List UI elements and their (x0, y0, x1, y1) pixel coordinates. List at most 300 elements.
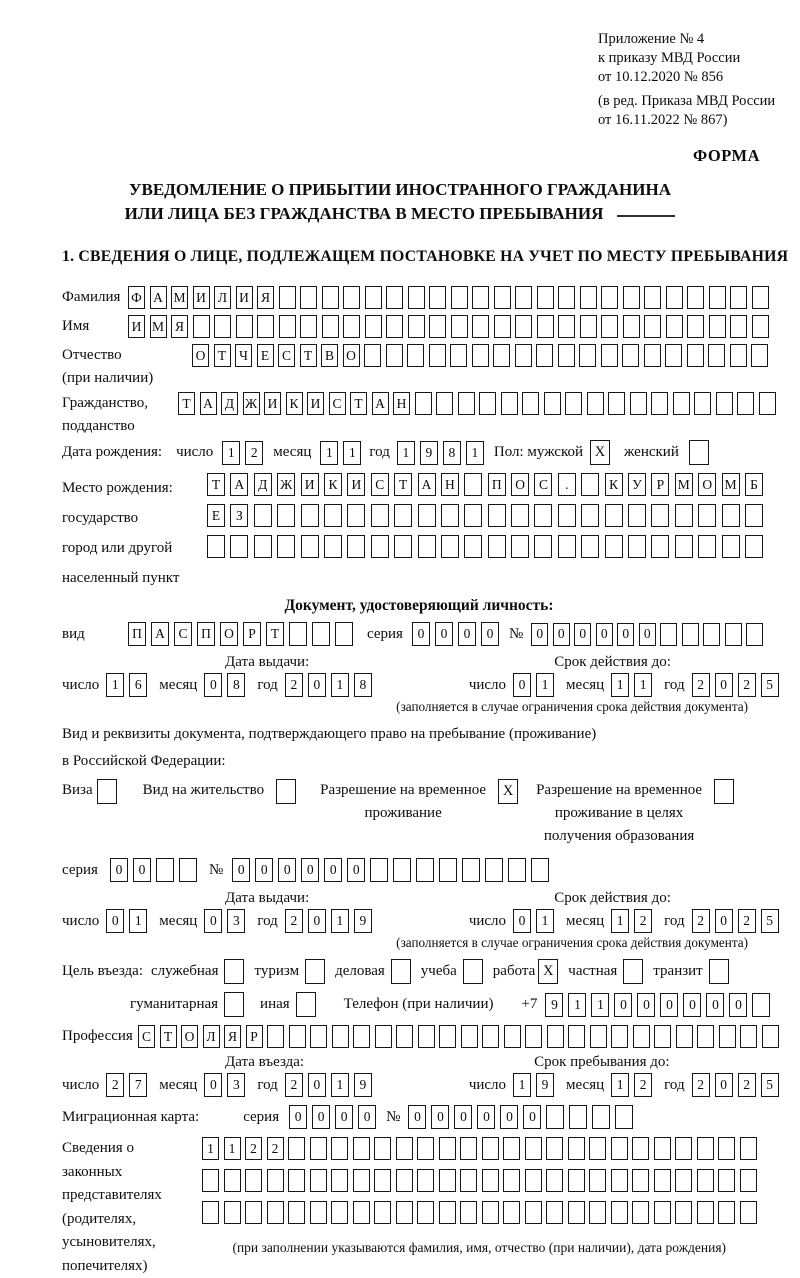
char-box[interactable]: 0 (513, 909, 531, 933)
char-box[interactable] (331, 1169, 348, 1192)
char-box[interactable]: 0 (596, 623, 613, 646)
char-box[interactable] (375, 1025, 392, 1048)
char-box[interactable]: 1 (129, 909, 147, 933)
char-box[interactable] (698, 535, 716, 558)
char-box[interactable] (504, 1025, 521, 1048)
char-box[interactable] (482, 1201, 499, 1224)
char-box[interactable] (534, 504, 552, 527)
char-box[interactable] (301, 504, 319, 527)
char-box[interactable] (464, 504, 482, 527)
char-box[interactable]: 0 (358, 1105, 376, 1129)
char-box[interactable] (300, 315, 317, 338)
char-box[interactable]: П (128, 622, 146, 646)
char-box[interactable]: О (511, 473, 529, 496)
char-box[interactable] (531, 858, 549, 882)
char-box[interactable] (718, 1201, 735, 1224)
char-box[interactable]: 5 (761, 1073, 779, 1097)
char-box[interactable]: 0 (477, 1105, 495, 1129)
char-box[interactable]: Т (214, 344, 231, 367)
char-box[interactable] (673, 392, 690, 415)
char-box[interactable]: 1 (536, 673, 554, 697)
char-box[interactable]: Е (257, 344, 274, 367)
char-box[interactable]: Я (171, 315, 188, 338)
char-box[interactable] (417, 1169, 434, 1192)
char-box[interactable] (493, 344, 510, 367)
char-box[interactable] (660, 623, 677, 646)
checkbox-box[interactable]: X (498, 779, 518, 804)
char-box[interactable]: 2 (245, 441, 263, 465)
char-box[interactable]: О (181, 1025, 198, 1048)
char-box[interactable] (558, 344, 575, 367)
char-box[interactable] (485, 858, 503, 882)
char-box[interactable] (581, 473, 599, 496)
char-box[interactable] (697, 1025, 714, 1048)
char-box[interactable]: С (534, 473, 552, 496)
char-box[interactable]: 0 (431, 1105, 449, 1129)
char-box[interactable] (630, 392, 647, 415)
char-box[interactable] (451, 315, 468, 338)
char-box[interactable] (439, 1137, 456, 1160)
char-box[interactable] (415, 392, 432, 415)
char-box[interactable] (611, 1137, 628, 1160)
char-box[interactable] (289, 1025, 306, 1048)
char-box[interactable] (654, 1201, 671, 1224)
char-box[interactable]: 2 (285, 1073, 303, 1097)
char-box[interactable]: 2 (106, 1073, 124, 1097)
char-box[interactable]: 2 (267, 1137, 284, 1160)
char-box[interactable]: 1 (343, 441, 361, 465)
char-box[interactable] (257, 315, 274, 338)
char-box[interactable] (698, 504, 716, 527)
char-box[interactable] (300, 286, 317, 309)
char-box[interactable] (605, 504, 623, 527)
char-box[interactable] (565, 392, 582, 415)
char-box[interactable] (569, 1105, 587, 1129)
char-box[interactable] (558, 535, 576, 558)
char-box[interactable] (288, 1169, 305, 1192)
char-box[interactable]: 9 (354, 909, 372, 933)
char-box[interactable]: 0 (639, 623, 656, 646)
char-box[interactable] (488, 535, 506, 558)
char-box[interactable] (214, 315, 231, 338)
char-box[interactable] (589, 1201, 606, 1224)
char-box[interactable] (371, 535, 389, 558)
char-box[interactable]: 1 (513, 1073, 531, 1097)
char-box[interactable]: М (722, 473, 740, 496)
char-box[interactable] (322, 315, 339, 338)
char-box[interactable] (347, 504, 365, 527)
char-box[interactable] (343, 315, 360, 338)
char-box[interactable]: 0 (312, 1105, 330, 1129)
char-box[interactable] (740, 1169, 757, 1192)
char-box[interactable]: У (628, 473, 646, 496)
char-box[interactable]: 5 (761, 673, 779, 697)
char-box[interactable]: А (150, 286, 167, 309)
char-box[interactable]: 3 (227, 1073, 245, 1097)
char-box[interactable]: 1 (224, 1137, 241, 1160)
char-box[interactable] (374, 1137, 391, 1160)
char-box[interactable]: 8 (443, 441, 461, 465)
char-box[interactable]: 1 (106, 673, 124, 697)
char-box[interactable] (675, 1137, 692, 1160)
char-box[interactable] (615, 1105, 633, 1129)
char-box[interactable] (666, 286, 683, 309)
char-box[interactable] (472, 344, 489, 367)
char-box[interactable]: 3 (227, 909, 245, 933)
char-box[interactable] (202, 1201, 219, 1224)
char-box[interactable] (439, 858, 457, 882)
char-box[interactable] (687, 344, 704, 367)
char-box[interactable] (676, 1025, 693, 1048)
char-box[interactable] (322, 286, 339, 309)
char-box[interactable] (752, 315, 769, 338)
char-box[interactable]: П (488, 473, 506, 496)
char-box[interactable]: 2 (285, 909, 303, 933)
char-box[interactable] (568, 1025, 585, 1048)
char-box[interactable]: Н (393, 392, 410, 415)
char-box[interactable] (370, 858, 388, 882)
char-box[interactable] (289, 622, 307, 646)
char-box[interactable]: С (329, 392, 346, 415)
char-box[interactable]: 2 (692, 1073, 710, 1097)
char-box[interactable]: О (698, 473, 716, 496)
char-box[interactable] (525, 1137, 542, 1160)
char-box[interactable] (374, 1201, 391, 1224)
char-box[interactable]: 9 (420, 441, 438, 465)
char-box[interactable]: Л (203, 1025, 220, 1048)
char-box[interactable] (751, 344, 768, 367)
char-box[interactable]: Д (221, 392, 238, 415)
char-box[interactable] (301, 535, 319, 558)
char-box[interactable] (224, 1201, 241, 1224)
char-box[interactable] (482, 1137, 499, 1160)
char-box[interactable] (193, 315, 210, 338)
char-box[interactable] (364, 344, 381, 367)
char-box[interactable] (472, 315, 489, 338)
char-box[interactable] (632, 1169, 649, 1192)
char-box[interactable]: 8 (354, 673, 372, 697)
char-box[interactable] (718, 1137, 735, 1160)
char-box[interactable]: 0 (308, 1073, 326, 1097)
char-box[interactable] (386, 286, 403, 309)
char-box[interactable]: 0 (204, 673, 222, 697)
char-box[interactable]: 0 (232, 858, 250, 882)
char-box[interactable]: А (230, 473, 248, 496)
char-box[interactable] (503, 1137, 520, 1160)
char-box[interactable] (488, 504, 506, 527)
char-box[interactable] (439, 1169, 456, 1192)
char-box[interactable] (708, 344, 725, 367)
char-box[interactable]: 1 (331, 909, 349, 933)
char-box[interactable] (386, 344, 403, 367)
char-box[interactable]: 2 (738, 673, 756, 697)
char-box[interactable]: 1 (466, 441, 484, 465)
char-box[interactable]: 2 (738, 909, 756, 933)
char-box[interactable] (687, 315, 704, 338)
char-box[interactable] (347, 535, 365, 558)
char-box[interactable]: Н (441, 473, 459, 496)
char-box[interactable] (547, 1025, 564, 1048)
char-box[interactable]: 0 (715, 1073, 733, 1097)
char-box[interactable] (718, 1169, 735, 1192)
char-box[interactable]: 1 (536, 909, 554, 933)
char-box[interactable] (697, 1201, 714, 1224)
char-box[interactable]: . (558, 473, 576, 496)
char-box[interactable] (310, 1025, 327, 1048)
char-box[interactable] (746, 623, 763, 646)
char-box[interactable]: А (200, 392, 217, 415)
char-box[interactable] (697, 1137, 714, 1160)
char-box[interactable] (324, 504, 342, 527)
char-box[interactable] (464, 535, 482, 558)
char-box[interactable]: 0 (614, 993, 632, 1017)
char-box[interactable]: 1 (331, 1073, 349, 1097)
char-box[interactable]: 0 (617, 623, 634, 646)
char-box[interactable] (324, 535, 342, 558)
char-box[interactable] (558, 315, 575, 338)
char-box[interactable] (236, 315, 253, 338)
char-box[interactable] (353, 1169, 370, 1192)
char-box[interactable] (622, 344, 639, 367)
char-box[interactable] (740, 1137, 757, 1160)
char-box[interactable]: К (324, 473, 342, 496)
char-box[interactable] (601, 344, 618, 367)
char-box[interactable]: 0 (683, 993, 701, 1017)
char-box[interactable]: 0 (435, 622, 453, 646)
char-box[interactable]: 1 (611, 1073, 629, 1097)
char-box[interactable]: 1 (222, 441, 240, 465)
char-box[interactable] (331, 1201, 348, 1224)
checkbox-box[interactable] (276, 779, 296, 804)
char-box[interactable] (396, 1201, 413, 1224)
char-box[interactable] (407, 344, 424, 367)
char-box[interactable]: И (307, 392, 324, 415)
char-box[interactable] (675, 504, 693, 527)
char-box[interactable] (611, 1169, 628, 1192)
char-box[interactable] (230, 535, 248, 558)
char-box[interactable]: Т (178, 392, 195, 415)
char-box[interactable] (651, 535, 669, 558)
char-box[interactable] (628, 535, 646, 558)
char-box[interactable] (675, 1169, 692, 1192)
char-box[interactable] (722, 535, 740, 558)
char-box[interactable] (503, 1201, 520, 1224)
char-box[interactable] (752, 286, 769, 309)
char-box[interactable] (568, 1137, 585, 1160)
char-box[interactable] (654, 1025, 671, 1048)
char-box[interactable] (335, 622, 353, 646)
char-box[interactable] (472, 286, 489, 309)
char-box[interactable] (511, 504, 529, 527)
char-box[interactable] (525, 1201, 542, 1224)
char-box[interactable] (245, 1201, 262, 1224)
char-box[interactable]: 1 (634, 673, 652, 697)
char-box[interactable] (439, 1201, 456, 1224)
char-box[interactable] (279, 286, 296, 309)
checkbox-box[interactable]: X (538, 959, 558, 984)
char-box[interactable]: Т (394, 473, 412, 496)
char-box[interactable]: 0 (706, 993, 724, 1017)
char-box[interactable]: Я (224, 1025, 241, 1048)
checkbox-box[interactable] (305, 959, 325, 984)
char-box[interactable] (558, 504, 576, 527)
char-box[interactable]: И (301, 473, 319, 496)
char-box[interactable]: 1 (331, 673, 349, 697)
char-box[interactable]: С (174, 622, 192, 646)
char-box[interactable]: 0 (454, 1105, 472, 1129)
char-box[interactable] (601, 315, 618, 338)
char-box[interactable]: К (286, 392, 303, 415)
char-box[interactable]: Т (350, 392, 367, 415)
char-box[interactable]: 0 (204, 909, 222, 933)
char-box[interactable] (745, 535, 763, 558)
char-box[interactable] (515, 315, 532, 338)
char-box[interactable]: 0 (412, 622, 430, 646)
char-box[interactable] (501, 392, 518, 415)
char-box[interactable] (537, 315, 554, 338)
char-box[interactable] (479, 392, 496, 415)
char-box[interactable] (568, 1201, 585, 1224)
char-box[interactable]: П (197, 622, 215, 646)
char-box[interactable] (429, 344, 446, 367)
char-box[interactable] (408, 315, 425, 338)
checkbox-box[interactable]: X (590, 440, 610, 465)
char-box[interactable]: 0 (106, 909, 124, 933)
char-box[interactable] (288, 1137, 305, 1160)
char-box[interactable] (417, 1201, 434, 1224)
char-box[interactable] (458, 392, 475, 415)
char-box[interactable] (762, 1025, 779, 1048)
char-box[interactable]: 1 (591, 993, 609, 1017)
char-box[interactable]: 1 (202, 1137, 219, 1160)
char-box[interactable] (353, 1025, 370, 1048)
char-box[interactable] (464, 473, 482, 496)
char-box[interactable] (494, 315, 511, 338)
char-box[interactable] (737, 392, 754, 415)
char-box[interactable] (675, 535, 693, 558)
char-box[interactable]: 0 (553, 623, 570, 646)
char-box[interactable] (396, 1169, 413, 1192)
char-box[interactable]: Ф (128, 286, 145, 309)
char-box[interactable] (581, 535, 599, 558)
char-box[interactable] (267, 1169, 284, 1192)
char-box[interactable] (460, 1201, 477, 1224)
char-box[interactable] (666, 315, 683, 338)
char-box[interactable] (353, 1137, 370, 1160)
char-box[interactable] (623, 315, 640, 338)
char-box[interactable] (156, 858, 174, 882)
char-box[interactable]: 0 (278, 858, 296, 882)
char-box[interactable]: 0 (523, 1105, 541, 1129)
char-box[interactable] (439, 1025, 456, 1048)
char-box[interactable] (207, 535, 225, 558)
char-box[interactable]: 0 (729, 993, 747, 1017)
char-box[interactable]: 0 (133, 858, 151, 882)
char-box[interactable] (482, 1169, 499, 1192)
char-box[interactable] (651, 392, 668, 415)
char-box[interactable] (418, 1025, 435, 1048)
char-box[interactable] (697, 1169, 714, 1192)
char-box[interactable] (254, 535, 272, 558)
char-box[interactable] (310, 1169, 327, 1192)
char-box[interactable] (568, 1169, 585, 1192)
char-box[interactable] (394, 504, 412, 527)
char-box[interactable]: 2 (285, 673, 303, 697)
char-box[interactable]: 1 (320, 441, 338, 465)
char-box[interactable] (694, 392, 711, 415)
char-box[interactable]: 0 (255, 858, 273, 882)
char-box[interactable] (429, 315, 446, 338)
char-box[interactable]: 0 (481, 622, 499, 646)
char-box[interactable] (682, 623, 699, 646)
char-box[interactable] (508, 858, 526, 882)
char-box[interactable] (277, 535, 295, 558)
char-box[interactable]: 2 (738, 1073, 756, 1097)
char-box[interactable] (462, 858, 480, 882)
char-box[interactable] (279, 315, 296, 338)
char-box[interactable] (546, 1201, 563, 1224)
char-box[interactable]: 0 (204, 1073, 222, 1097)
char-box[interactable]: 1 (611, 673, 629, 697)
char-box[interactable] (716, 392, 733, 415)
char-box[interactable]: Р (246, 1025, 263, 1048)
char-box[interactable] (752, 993, 770, 1017)
char-box[interactable] (745, 504, 763, 527)
char-box[interactable] (310, 1201, 327, 1224)
char-box[interactable] (632, 1137, 649, 1160)
checkbox-box[interactable] (463, 959, 483, 984)
char-box[interactable] (675, 1201, 692, 1224)
char-box[interactable] (592, 1105, 610, 1129)
char-box[interactable] (179, 858, 197, 882)
char-box[interactable]: 9 (545, 993, 563, 1017)
char-box[interactable] (202, 1169, 219, 1192)
char-box[interactable]: Т (266, 622, 284, 646)
char-box[interactable]: М (150, 315, 167, 338)
char-box[interactable] (312, 622, 330, 646)
char-box[interactable]: И (347, 473, 365, 496)
char-box[interactable]: 2 (245, 1137, 262, 1160)
char-box[interactable]: 0 (324, 858, 342, 882)
char-box[interactable] (332, 1025, 349, 1048)
checkbox-box[interactable] (714, 779, 734, 804)
char-box[interactable] (725, 623, 742, 646)
char-box[interactable]: 0 (110, 858, 128, 882)
char-box[interactable] (580, 315, 597, 338)
char-box[interactable] (601, 286, 618, 309)
checkbox-box[interactable] (689, 440, 709, 465)
checkbox-box[interactable] (709, 959, 729, 984)
char-box[interactable]: З (230, 504, 248, 527)
char-box[interactable] (730, 315, 747, 338)
checkbox-box[interactable] (296, 992, 316, 1017)
char-box[interactable]: 0 (574, 623, 591, 646)
char-box[interactable] (525, 1025, 542, 1048)
char-box[interactable] (267, 1025, 284, 1048)
char-box[interactable]: М (171, 286, 188, 309)
char-box[interactable]: В (321, 344, 338, 367)
char-box[interactable] (277, 504, 295, 527)
char-box[interactable]: 5 (761, 909, 779, 933)
char-box[interactable]: 0 (335, 1105, 353, 1129)
char-box[interactable] (703, 623, 720, 646)
char-box[interactable]: Л (214, 286, 231, 309)
char-box[interactable] (644, 315, 661, 338)
char-box[interactable]: 1 (568, 993, 586, 1017)
char-box[interactable] (451, 286, 468, 309)
char-box[interactable] (644, 344, 661, 367)
char-box[interactable] (759, 392, 776, 415)
